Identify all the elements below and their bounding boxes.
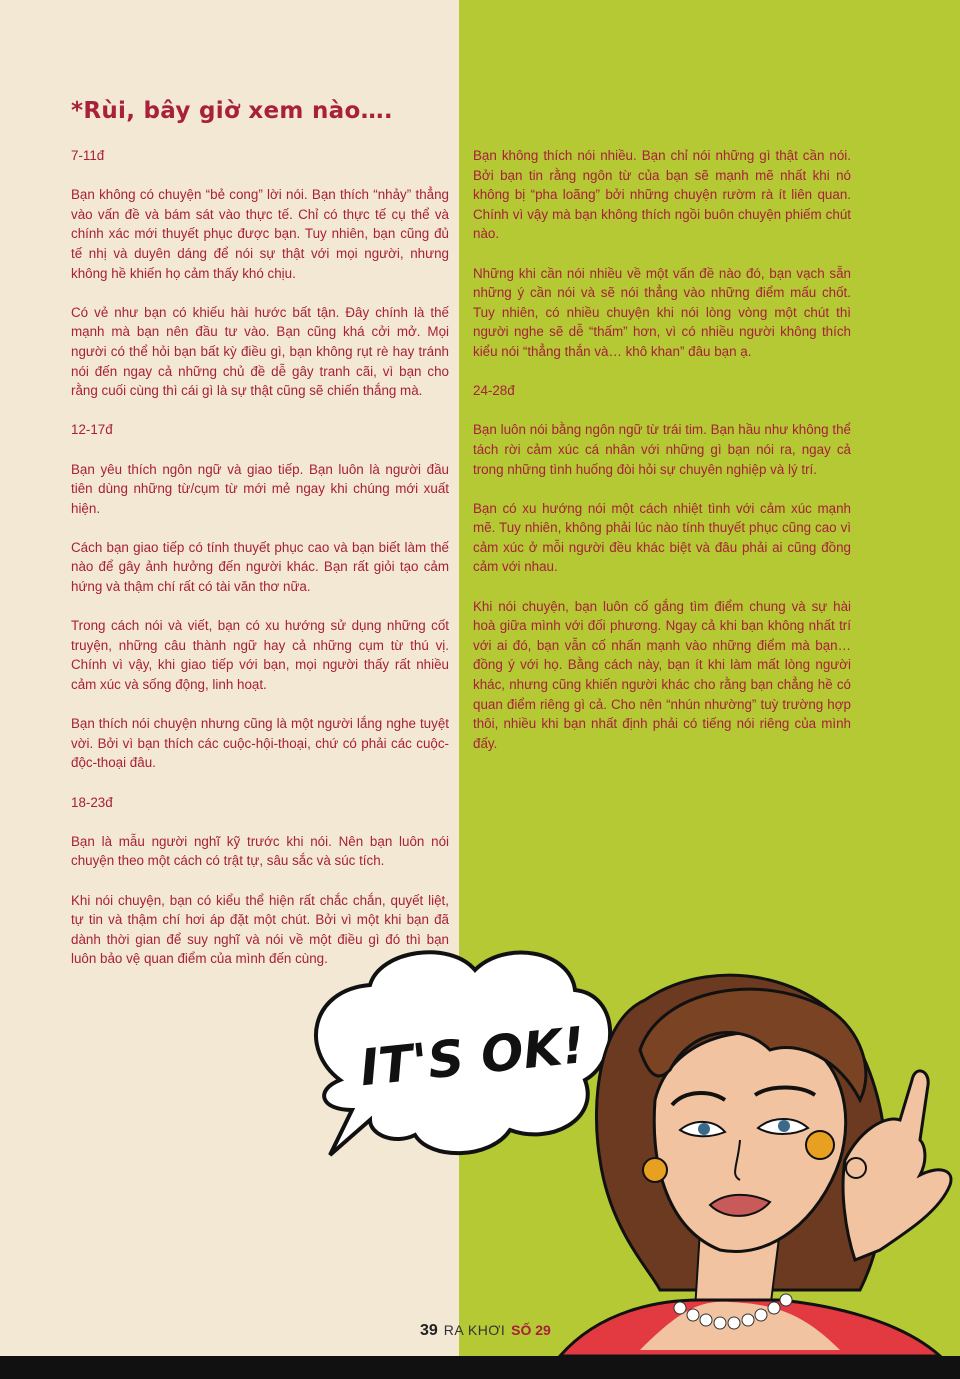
- bottom-bar: [0, 1356, 960, 1379]
- paragraph: Bạn không có chuyện “bẻ cong” lời nói. Bạn thích “nhảy” thẳng vào vấn đề và bám sát vào thực tế. Chỉ có thực tế cụ thể và chính xác mới thuyết phục được bạn. Tuy nhiên, bạn cũng đủ tế nhị và duyên dáng để nói sự thật với mọi người, nhưng không hề khiến họ cảm thấy khó chịu.: [71, 187, 449, 281]
- page-footer: [420, 1322, 551, 1340]
- magazine-name: RA KHƠI: [443, 1322, 506, 1338]
- woman-figure: [560, 975, 951, 1356]
- paragraph: Bạn thích nói chuyện nhưng cũng là một người lắng nghe tuyệt vời. Bởi vì bạn thích các cuộc-hội-thoại, chứ có phải các cuộc-độc-thoại đâu.: [71, 716, 449, 771]
- score-label-7-11: 7-11đ: [71, 148, 105, 163]
- score-label-12-17: 12-17đ: [71, 422, 113, 438]
- page-number: 39: [420, 1322, 438, 1339]
- paragraph: Cách bạn giao tiếp có tính thuyết phục cao và bạn biết làm thế nào để gây ảnh hưởng đến người khác. Bạn rất giỏi tạo cảm hứng và thậm chí rất có tài văn thơ nữa.: [71, 539, 449, 595]
- bubble-text: IT'S OK!: [357, 1016, 588, 1098]
- right-text-column: [473, 146, 851, 773]
- page-heading: *Rùi, bây giờ xem nào….: [71, 98, 393, 124]
- paragraph: Bạn không thích nói nhiều. Bạn chỉ nói những gì thật cần nói. Bởi bạn tin rằng ngôn từ của bạn sẽ mạnh mẽ nhất khi nó không bị “pha loãng” bởi những chuyện rườm rà ít liên quan. Chính vì vậy mà bạn không thích ngồi buôn chuyện phiếm chút nào.: [473, 148, 851, 242]
- paragraph: Những khi cần nói nhiều về một vấn đề nào đó, bạn vạch sẵn những ý cần nói và sẽ nói thẳng vào những điểm mấu chốt. Tuy nhiên, có nhiều chuyện khi nói lòng vòng một chút thì người nghe sẽ dễ “thấm” hơn, vì có nhiều người không thích kiểu nói “thẳng thắn và… khô khan” đâu bạn ạ.: [473, 265, 851, 359]
- issue-number: SỐ 29: [511, 1322, 551, 1338]
- paragraph: Khi nói chuyện, bạn luôn cố gắng tìm điểm chung và sự hài hoà giữa mình với đối phương. Ngay cả khi bạn không nhất trí với ai đó, bạn vẫn cố nhấn mạnh vào những điểm mà bạn… đồng ý với họ. Bằng cách này, bạn ít khi làm mất lòng người khác, nhưng cũng khiến người khác cho rằng bạn chẳng hề có quan điểm riêng gì cả. Cho nên “nhún nhường” tuỳ trường hợp thôi, nhiều khi bạn nhất định phải có tiếng nói riêng của mình đấy.: [473, 598, 851, 751]
- paragraph: Bạn là mẫu người nghĩ kỹ trước khi nói. Nên bạn luôn nói chuyện theo một cách có trật tự, sâu sắc và súc tích.: [71, 833, 449, 869]
- pop-art-woman-illustration: [300, 930, 960, 1356]
- speech-bubble: [316, 952, 610, 1155]
- paragraph: Bạn có xu hướng nói một cách nhiệt tình với cảm xúc mạnh mẽ. Tuy nhiên, không phải lúc nào tính thuyết phục cũng cao vì cảm xúc ở mỗi người đều khác biệt và đâu phải ai cũng đồng cảm với nhau.: [473, 500, 851, 575]
- score-label-24-28: 24-28đ: [473, 383, 515, 399]
- paragraph: Bạn luôn nói bằng ngôn ngữ từ trái tim. Bạn hầu như không thể tách rời cảm xúc cá nhân với những gì bạn nói ra, ngay cả trong những tình huống đòi hỏi sự chuyên nghiệp và lý trí.: [473, 422, 851, 477]
- left-text-column: [71, 146, 449, 989]
- paragraph: Trong cách nói và viết, bạn có xu hướng sử dụng những cốt truyện, những câu thành ngữ hay cả những cụm từ thú vị. Chính vì vậy, khi giao tiếp với bạn, mọi người thấy rất nhiều cảm xúc và sống động, linh hoạt.: [71, 618, 449, 693]
- paragraph: Khi nói chuyện, bạn có kiểu thể hiện rất chắc chắn, quyết liệt, tự tin và thậm chí hơi áp đặt một chút. Bởi vì một khi bạn đã dành thời gian để suy nghĩ và nói về một điều gì đó thì bạn luôn bảo vệ quan điểm của mình đến cùng.: [71, 892, 449, 967]
- score-label-18-23: 18-23đ: [71, 794, 113, 810]
- paragraph: Có vẻ như bạn có khiếu hài hước bất tận. Đây chính là thế mạnh mà bạn nên đầu tư vào. Bạn cũng khá cởi mở. Mọi người có thể hỏi bạn bất kỳ điều gì, bạn không rụt rè hay tránh nói đến ngay cả những chủ đề dễ gây tranh cãi, vì bạn cho rằng cuối cùng thì cái gì là sự thật cũng sẽ chiến thắng mà.: [71, 304, 449, 399]
- paragraph: Bạn yêu thích ngôn ngữ và giao tiếp. Bạn luôn là người đầu tiên dùng những từ/cụm từ mới mẻ ngay khi chúng mới xuất hiện.: [71, 461, 449, 516]
